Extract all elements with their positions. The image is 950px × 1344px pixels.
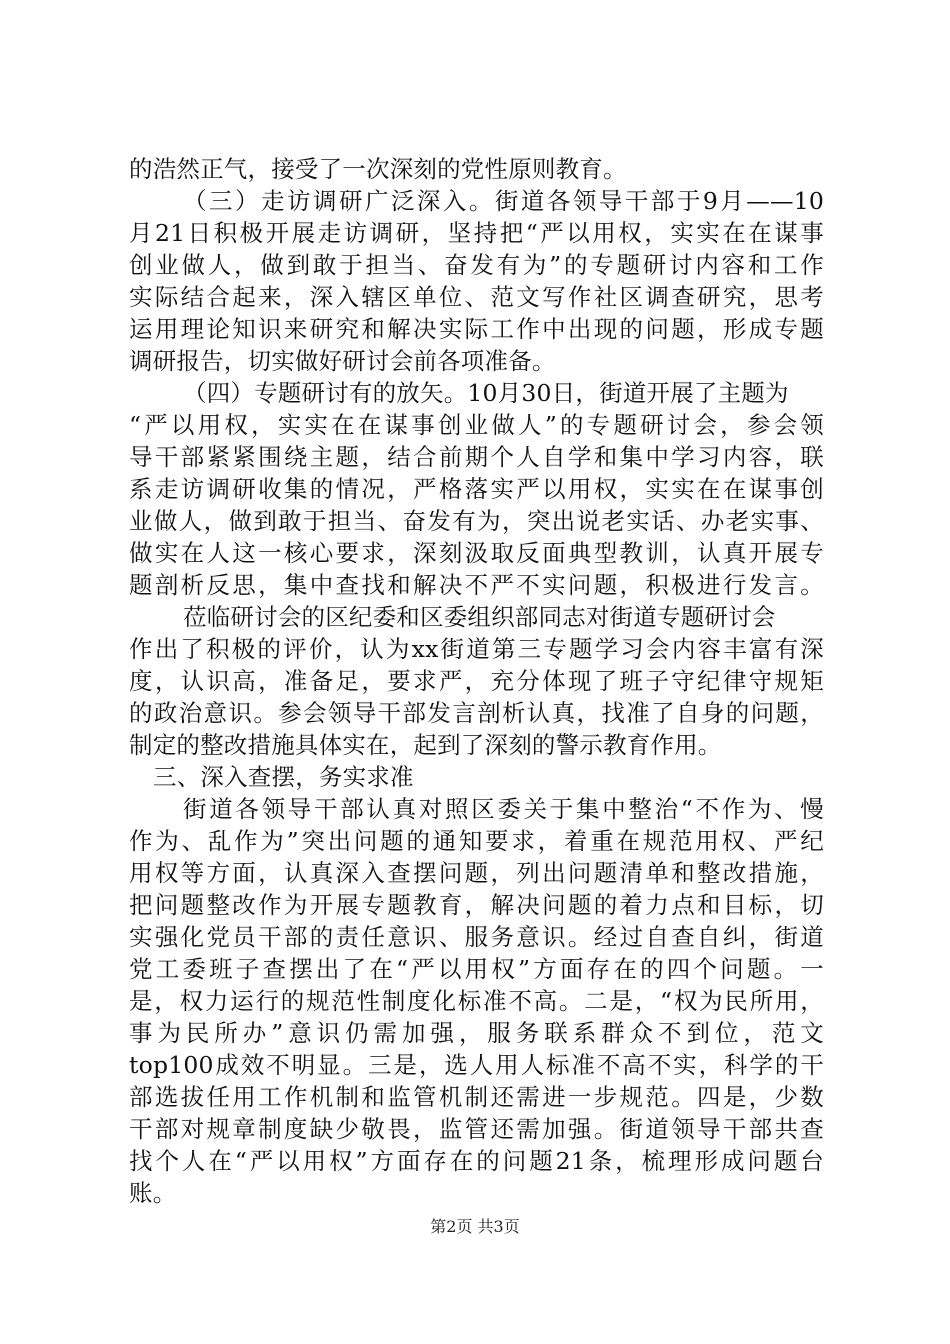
text-line: 三、深入查摆，务实求准 — [153, 763, 414, 791]
text-line: 把问题整改作为开展专题教育，解决问题的着力点和目标，切 — [129, 891, 824, 919]
text-line: 系走访调研收集的情况，严格落实严以用权，实实在在谋事创 — [129, 475, 824, 503]
text-line: 莅临研讨会的区纪委和区委组织部同志对街道专题研讨会 — [183, 603, 776, 631]
text-line: 制定的整改措施具体实在，起到了深刻的警示教育作用。 — [129, 731, 722, 759]
text-line: （四）专题研讨有的放矢。10月30日，街道开展了主题为 — [183, 379, 789, 407]
text-line: 找个人在“严以用权”方面存在的问题21条，梳理形成问题台 — [129, 1147, 824, 1175]
text-line: 业做人，做到敢于担当、奋发有为，突出说老实话、办老实事、 — [129, 507, 824, 535]
text-line: 做实在人这一核心要求，深刻汲取反面典型教训，认真开展专 — [129, 539, 824, 567]
text-line: 实强化党员干部的责任意识、服务意识。经过自查自纠，街道 — [129, 923, 824, 951]
text-line: 用权等方面，认真深入查摆问题，列出问题清单和整改措施， — [129, 859, 824, 887]
text-line: 事为民所办”意识仍需加强，服务联系群众不到位，范文 — [129, 1019, 824, 1047]
text-line: 运用理论知识来研究和解决实际工作中出现的问题，形成专题 — [129, 315, 824, 343]
text-line: 街道各领导干部认真对照区委关于集中整治“不作为、慢 — [183, 795, 824, 823]
text-line: 调研报告，切实做好研讨会前各项准备。 — [129, 347, 556, 375]
text-line: 月21日积极开展走访调研，坚持把“严以用权，实实在在谋事 — [129, 219, 824, 247]
text-line: 干部对规章制度缺少敬畏，监管还需加强。街道领导干部共查 — [129, 1115, 824, 1143]
text-line: （三）走访调研广泛深入。街道各领导干部于9月——10 — [183, 187, 824, 215]
text-line: 的政治意识。参会领导干部发言剖析认真，找准了自身的问题， — [129, 699, 824, 727]
text-line: 创业做人，做到敢于担当、奋发有为”的专题研讨内容和工作 — [129, 251, 824, 279]
text-line: 部选拔任用工作机制和监管机制还需进一步规范。四是，少数 — [129, 1083, 824, 1111]
text-line: 实际结合起来，深入辖区单位、范文写作社区调查研究，思考 — [129, 283, 824, 311]
text-line: “严以用权，实实在在谋事创业做人”的专题研讨会，参会领 — [129, 411, 824, 439]
text-line: 的浩然正气，接受了一次深刻的党性原则教育。 — [129, 155, 627, 183]
text-line: top100成效不明显。三是，选人用人标准不高不实，科学的干 — [129, 1051, 824, 1079]
text-line: 党工委班子查摆出了在“严以用权”方面存在的四个问题。一 — [129, 955, 824, 983]
text-line: 作为、乱作为”突出问题的通知要求，着重在规范用权、严纪 — [129, 827, 824, 855]
text-line: 作出了积极的评价，认为xx街道第三专题学习会内容丰富有深 — [129, 635, 824, 663]
text-line: 账。 — [129, 1179, 177, 1207]
text-line: 是，权力运行的规范性制度化标准不高。二是，“权为民所用， — [129, 987, 824, 1015]
text-line: 度，认识高，准备足，要求严，充分体现了班子守纪律守规矩 — [129, 667, 824, 695]
text-line: 导干部紧紧围绕主题，结合前期个人自学和集中学习内容，联 — [129, 443, 824, 471]
page-footer: 第2页 共3页 — [430, 1217, 520, 1236]
text-line: 题剖析反思，集中查找和解决不严不实问题，积极进行发言。 — [129, 571, 824, 599]
